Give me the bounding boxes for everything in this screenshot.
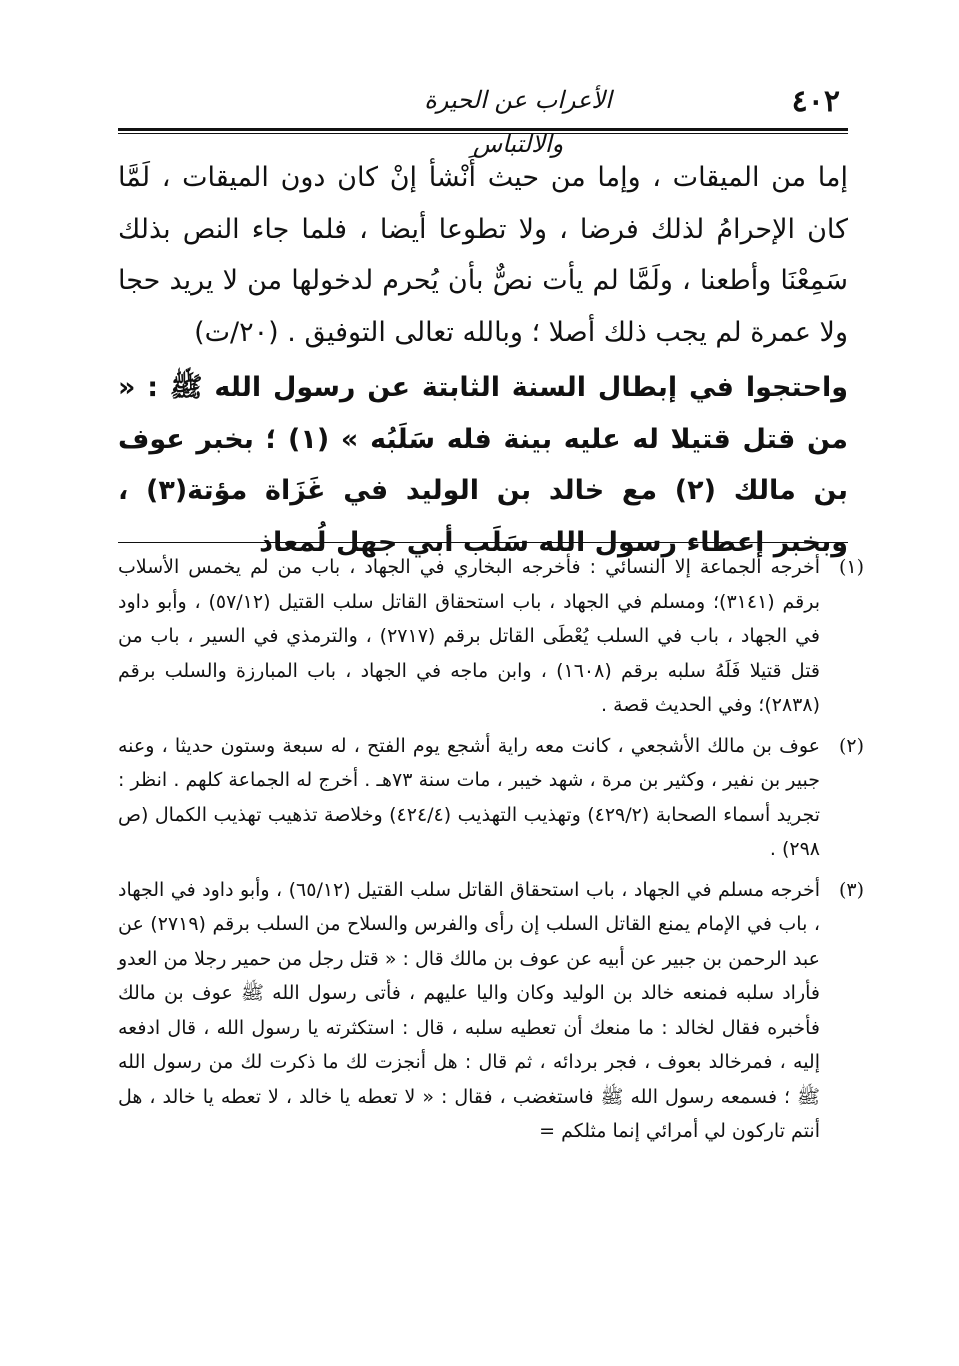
page-header <box>118 78 848 158</box>
page-number: ٤٠٢ <box>791 84 840 119</box>
footnote-text: عوف بن مالك الأشجعي ، كانت معه راية أشجع يوم الفتح ، له سبعة وستون حديثا ، وعنه جبير بن نفير ، وكثير بن مرة ، شهد خيبر ، مات سنة ٧٣هـ . أخرج له الجماعة كلهم . انظر : تجريد أسماء الصحابة (٤٢٩/٢) وتهذيب التهذيب (٤٢٤/٤) وخلاصة تذهيب تهذيب الكمال (ص ٢٩٨) . <box>118 734 820 860</box>
footnote <box>118 729 864 867</box>
footnote-text: أخرجه الجماعة إلا النسائي : فأخرجه البخاري في الجهاد ، باب من لم يخمس الأسلاب برقم (٣١٤١)؛ ومسلم في الجهاد ، باب استحقاق القاتل سلب القتيل (٥٧/١٢) ، وأبو داود في الجهاد ، باب في السلب يُعْطَى القاتل برقم (٢٧١٧) ، والترمذي في السير ، باب من قتل قتيلا فَلَهُ سلبه برقم (١٦٠٨) ، وابن ماجه في الجهاد ، باب المبارزة والسلب برقم (٢٨٣٨)؛ وفي الحديث قصة . <box>118 556 821 716</box>
main-paragraph: إما من الميقات ، وإما من حيث أَنْشأ إنْ كان دون الميقات ، لَمَّا كان الإحرامُ لذلك فرضا ، ولا تطوعا أيضا ، فلما جاء النص بذلك سَمِعْنَا وأطعنا ، ولَمَّا لم يأت نصٌّ بأن يُحرم لدخولها من لا يريد حجا ولا عمرة لم يجب ذلك أصلا ؛ وبالله تعالى التوفيق . (٢٠/ت) <box>118 162 848 348</box>
main-paragraph: واحتجوا في إبطال السنة الثابتة عن رسول الله ﷺ : « من قتل قتيلا له عليه بينة فله سَلَبُه » (١) ؛ بخبر عوف بن مالك (٢) مع خالد بن الوليد في غَزَاة مؤتة(٣) ، وبخبر إعطاء رسول الله سَلَب أبي جهل لُمعاذ <box>118 372 848 558</box>
running-title: الأعراب عن الحيرة والالتباس <box>424 86 612 158</box>
header-rule-thin <box>118 133 848 134</box>
footnotes <box>118 550 864 1155</box>
main-text <box>118 152 848 568</box>
footnote-number: (١) <box>838 556 864 578</box>
footnote-separator <box>118 542 848 543</box>
footnote-number: (٣) <box>838 878 864 901</box>
footnote <box>118 550 864 723</box>
footnote <box>118 873 864 1149</box>
footnote-number: (٢) <box>838 734 864 757</box>
header-rule <box>118 128 848 131</box>
footnote-text: أخرجه مسلم في الجهاد ، باب استحقاق القاتل سلب القتيل (٦٥/١٢) ، وأبو داود في الجهاد ، باب في الإمام يمنع القاتل السلب إن رأى والفرس والسلاح من السلب برقم (٢٧١٩) عن عبد الرحمن بن جبير عن أبيه عن عوف بن مالك قال : « قتل رجل من حمير رجلا من العدو فأراد سلبه فمنعه خالد بن الوليد وكان واليا عليهم ، فأتى رسول الله ﷺ عوف بن مالك فأخبره فقال لخالد : ما منعك أن تعطيه سلبه ، قال : استكثرته يا رسول الله ، قال ادفعه إليه ، فمرخالد بعوف ، فجر بردائه ، ثم قال : هل أنجزت لك ما ذكرت لك من رسول الله ﷺ ؛ فسمعه رسول الله ﷺ فاستغضب ، فقال : « لا تعطه يا خالد ، لا تعطه يا خالد ، هل أنتم تاركون لي أمرائي إنما مثلكم = <box>118 878 820 1142</box>
